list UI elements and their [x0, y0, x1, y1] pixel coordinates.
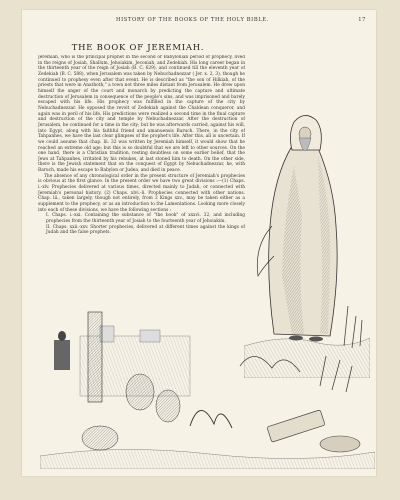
book-page [22, 10, 376, 476]
page-number: 17 [358, 17, 366, 23]
section-one: I. Chaps. i.-xxi. Containing the substance of "the book" of xxxvi. 32, and including prophecies from the thirteenth year of Josiah to the fourteenth year of Jehoiakim. [46, 213, 245, 225]
book-title: THE BOOK OF JEREMIAH. [71, 42, 205, 52]
ruined-city-engraving [40, 306, 375, 469]
ruined-city-scene-icon [40, 306, 375, 469]
body-text [38, 55, 245, 325]
running-head [36, 17, 366, 27]
running-title: HISTORY OF THE BOOKS OF THE HOLY BIBLE. [116, 17, 269, 23]
paragraph-intro: Jeremiah, who is the principal prophet in the second or Babylonian period of prophecy, lived in the reigns of Josiah, Shallum, Jehoiakim, Jeconiah, and Zedekiah. His long career began in the thirteenth year of the reign of Josiah (B. C. 629), and continued till the eleventh year of Zedekiah (B. C. 588), when Jerusalem was taken by Nebuchadnezzar ( Jer. x. 2, 3), though he continued to prophesy even after that event. He is described as "the son of Hilkiah, of the priests that were in Anathoth," a town not three miles distant from Jerusalem. He drew upon himself the anger of the court and monarch by predicting the capture and ultimate destruction of Jerusalem in consequence of the people's sins, and was imprisoned and barely escaped with his life. His prophecy was fulfilled in the capture of the city by Nebuchadnezzar. He opposed the revolt of Zedekiah against the Chaldean conqueror, and again was in peril of his life. His predictions were realized a second time in the final capture and destruction of the city and temple by Nebuchadnezzar. After the destruction of Jerusalem, he continued for a time in the city; but he was afterwards carried, against his will, into Egypt, along with his faithful friend and amanuensis Baruch. There, in the city of Tahpanhes, we have the last clear glimpses of the prophet's life. After this, all is uncertain. If we could assume that chap. lii. 32 was written by Jeremiah himself, it would show that he reached an extreme old age; but this is so doubtful that we are left to other sources. On the one hand, there is a Christian tradition, resting doubtless on some earlier belief, that the Jews at Tahpanhes, irritated by his rebukes, at last stoned him to death. On the other side, there is the Jewish statement that on the conquest of Egypt by Nebuchadnezzar, he, with Baruch, made his escape to Babylon or Judea, and died in peace. [38, 55, 245, 174]
paragraph-structure: The absence of any chronological order in the present structure of Jeremiah's prophecies is obvious at the first glance. In the present order we have two great divisions :—(1) Chaps. i.-xlv. Prophecies delivered at various times, directed mainly to Judah, or connected with Jeremiah's personal history. (2) Chaps. xlvi.-li. Prophecies connected with other nations. Chap. lii., taken largely, though not entirely, from 2 Kings xxv., may be taken either as a supplement to the prophecy, or as an introduction to the Lamentations. Looking more closely into each of these divisions, we have the following sections : [38, 173, 245, 213]
section-two: II. Chaps. xxii.-xxv. Shorter prophecies, delivered at different times against the kings of Judah and the false prophets. [46, 224, 245, 236]
